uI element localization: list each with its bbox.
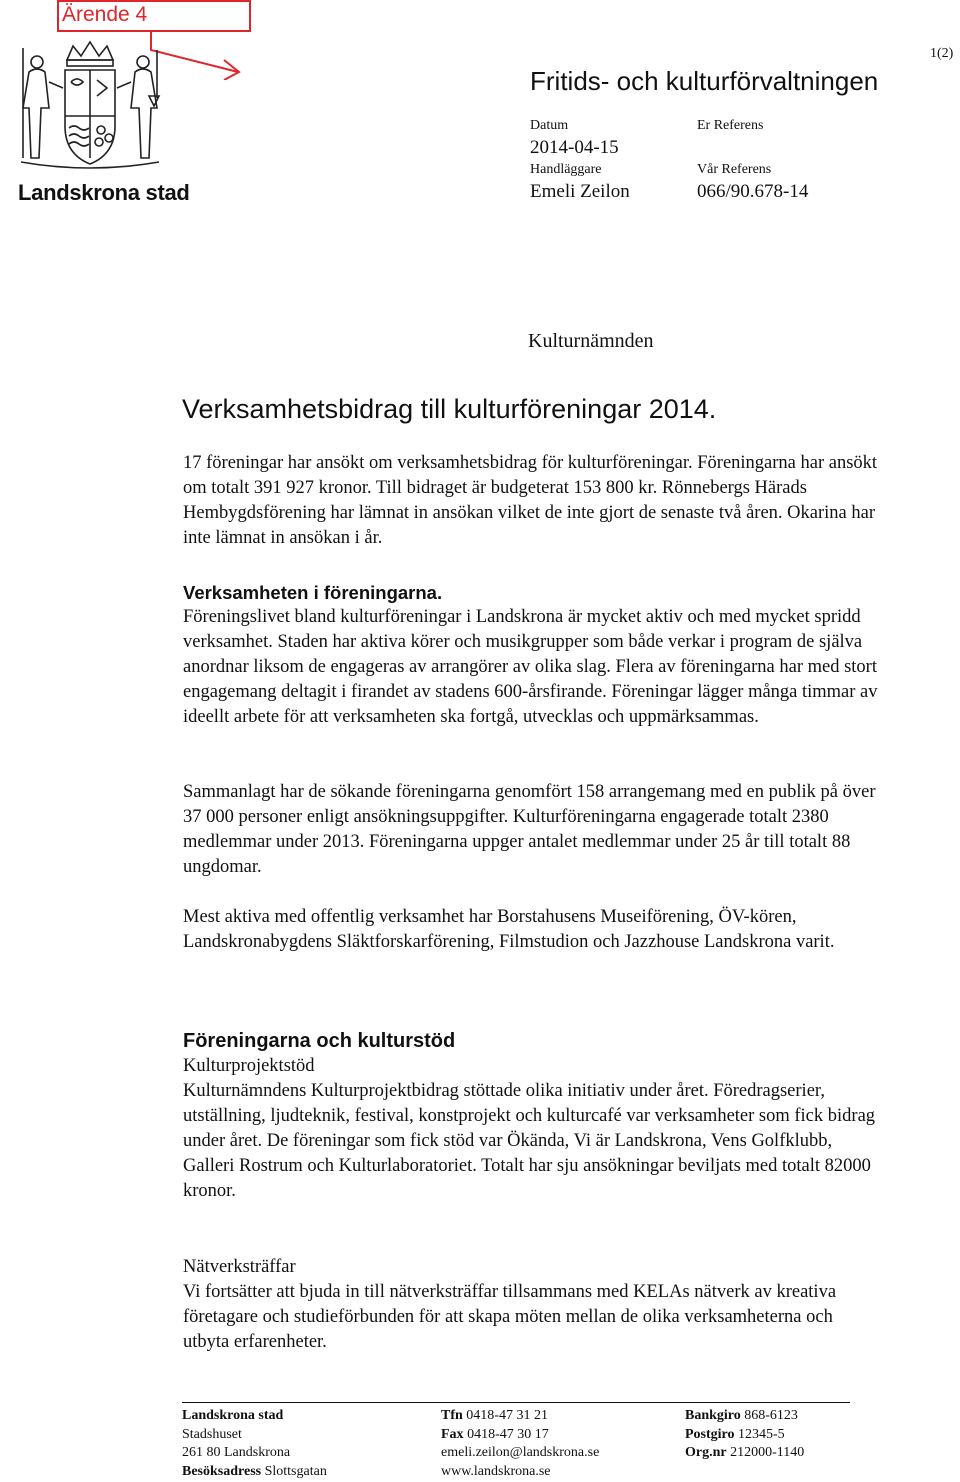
- paragraph: Sammanlagt har de sökande föreningarna genomfört 158 arrangemang med en publik på över 37 000 personer enligt ansökningsuppgifter. Kulturföreningarna engagerade totalt 2380 medlemmar under 2013. Föreningarna uppger antalet medlemmar under 25 år till totalt 88 ungdomar.: [183, 782, 876, 877]
- footer-bankgiro-label: Bankgiro: [685, 1408, 741, 1423]
- section-heading: Föreningarna och kulturstöd: [183, 1030, 456, 1052]
- subheading: Nätverksträffar: [183, 1257, 296, 1277]
- annotation-label: Ärende 4: [62, 3, 148, 26]
- paragraph: Mest aktiva med offentlig verksamhet har Borstahusens Museiförening, ÖV-kören, Landskronabygdens Släktforskarförening, Filmstudion och Jazzhouse Landskrona varit.: [183, 907, 835, 952]
- page-number: 1(2): [930, 46, 954, 61]
- logo-text: Landskrona stad: [18, 180, 190, 205]
- footer-divider: [182, 1402, 850, 1403]
- datum-label: Datum: [530, 118, 569, 133]
- footer-orgnr-value: 212000-1140: [730, 1445, 805, 1460]
- document-title: Verksamhetsbidrag till kulturföreningar 2014.: [182, 394, 717, 424]
- footer-postal: 261 80 Landskrona: [182, 1445, 291, 1460]
- footer-postgiro-value: 12345-5: [738, 1426, 785, 1442]
- section-heading: Verksamheten i föreningarna.: [183, 582, 443, 603]
- footer-bankgiro-value: 868-6123: [744, 1408, 798, 1423]
- footer-web-link[interactable]: www.landskrona.se: [441, 1463, 551, 1479]
- footer-email-link[interactable]: emeli.zeilon@landskrona.se: [441, 1445, 600, 1460]
- intro-text: 17 föreningar har ansökt om verksamhetsbidrag för kulturföreningar. Föreningarna har ansökt om totalt 391 927 kronor. Till bidraget är budgeterat 153 800 kr. Rönnebergs Härads Hembygdsförening har lämnat in ansökan vilket de inte gjort de senaste två åren. Okarina har inte lämnat in ansökan i år.: [183, 453, 878, 548]
- footer-payment: [685, 1407, 804, 1463]
- recipient: Kulturnämnden: [528, 330, 654, 352]
- footer-visit-value: Slottsgatan: [264, 1463, 327, 1479]
- footer-contact: [441, 1407, 599, 1481]
- annotation-arrow-icon: [150, 30, 250, 80]
- footer-tfn-value: 0418-47 31 21: [466, 1408, 548, 1423]
- section-natverk: [183, 1255, 883, 1355]
- subheading: Kulturprojektstöd: [183, 1056, 315, 1076]
- paragraph: Vi fortsätter att bjuda in till nätverksträffar tillsammans med KELAs nätverk av kreativa företagare och studieförbunden för att skapa möten mellan de olika verksamheterna och utbyta erfarenheter.: [183, 1282, 837, 1352]
- footer-fax-label: Fax: [441, 1426, 464, 1442]
- footer-building: Stadshuset: [182, 1426, 242, 1442]
- section-verksamheten-p2: [183, 780, 883, 880]
- paragraph: Föreningslivet bland kulturföreningar i Landskrona är mycket aktiv och med mycket spridd verksamhet. Staden har aktiva körer och musikgrupper som både verkar i program de själva anordnar liksom de engageras av arrangörer av olika slag. Flera av föreningarna har med stort engagemang deltagit i firandet av stadens 600-årsfirande. Föreningar lägger många timmar av ideellt arbete för att verksamheten ska fortgå, utvecklas och uppmärksammas.: [183, 607, 878, 727]
- footer-tfn-label: Tfn: [441, 1408, 463, 1423]
- footer-address: [182, 1407, 327, 1481]
- var-referens-label: Vår Referens: [697, 162, 772, 177]
- section-kulturstod: [183, 1029, 883, 1204]
- section-verksamheten: [183, 580, 883, 730]
- handlaggare-value: Emeli Zeilon: [530, 181, 630, 202]
- section-verksamheten-p3: [183, 905, 883, 955]
- handlaggare-label: Handläggare: [530, 162, 602, 177]
- intro-paragraph: [183, 451, 883, 551]
- coat-of-arms-icon: [15, 38, 165, 180]
- footer-fax-value: 0418-47 30 17: [467, 1426, 549, 1442]
- footer-orgnr-label: Org.nr: [685, 1445, 727, 1460]
- footer-visit-label: Besöksadress: [182, 1463, 262, 1479]
- paragraph: Kulturnämndens Kulturprojektbidrag stöttade olika initiativ under året. Föredragserier, utställning, ljudteknik, festival, konstprojekt och kulturcafé var verksamheter som fick bidrag under året. De föreningar som fick stöd var Ökända, Vi är Landskrona, Vens Golfklubb, Galleri Rostrum och Kulturlaboratoriet. Totalt har sju ansökningar beviljats med totalt 82000 kronor.: [183, 1081, 876, 1201]
- er-referens-label: Er Referens: [697, 118, 764, 133]
- var-referens-value: 066/90.678-14: [697, 181, 809, 202]
- department-title: Fritids- och kulturförvaltningen: [530, 66, 879, 96]
- datum-value: 2014-04-15: [530, 137, 619, 158]
- footer-postgiro-label: Postgiro: [685, 1426, 735, 1442]
- footer-org-name: Landskrona stad: [182, 1408, 284, 1423]
